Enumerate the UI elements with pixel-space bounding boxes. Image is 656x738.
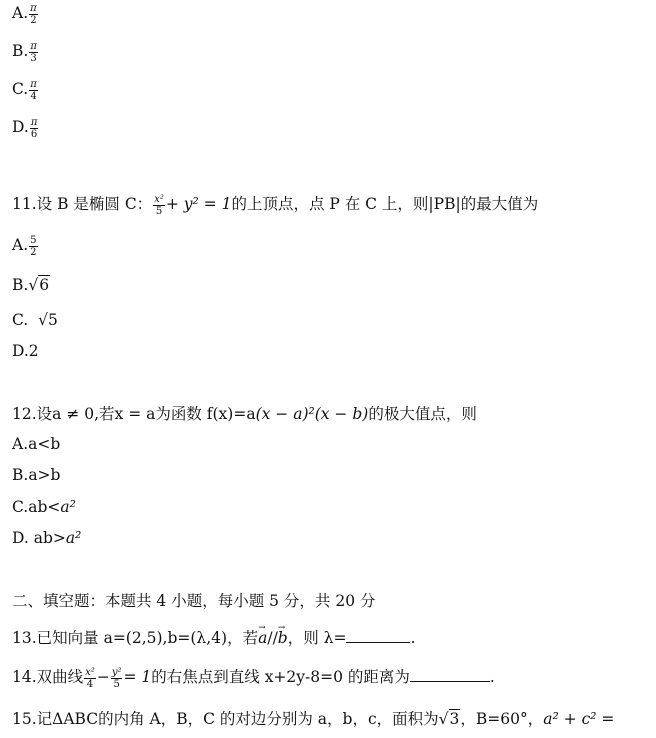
q11-option-a: A. $\frac{5}{2}$ bbox=[12, 234, 37, 258]
q12-option-a: A.a<b bbox=[12, 435, 61, 453]
answer-blank[interactable] bbox=[346, 628, 410, 643]
fraction: $\frac{\pi}{3}$ bbox=[30, 40, 37, 64]
q12-option-d: D. ab>a² bbox=[12, 529, 82, 547]
q14-stem: 14.双曲线 $\frac{\text{x²}}{4}$ − $\frac{\text{y²}}{5}$ = 1的右焦点到直线 x+2y-8=0 的距离为 . bbox=[12, 666, 495, 690]
q12-option-c: C.ab<a² bbox=[12, 498, 76, 516]
fraction: $\frac{\pi}{2}$ bbox=[30, 2, 37, 26]
q10-option-b: B. $\frac{\pi}{3}$ bbox=[12, 40, 37, 64]
ellipse-fraction: $\frac{\text{x²}}{5}$ bbox=[154, 193, 164, 217]
q10-option-c: C. $\frac{\pi}{4}$ bbox=[12, 78, 37, 102]
q13-stem: 13.已知向量 a=(2,5),b=(λ,4)，若a →//b →，则 λ= . bbox=[12, 627, 415, 649]
q12-stem: 12.设a ≠ 0,若x = a为函数 f(x)=a(x − a)²(x − b)的极大值点，则 bbox=[12, 405, 477, 423]
fraction: $\frac{\text{y²}}{5}$ bbox=[111, 666, 122, 690]
sqrt: √3 bbox=[438, 710, 460, 728]
fraction: $\frac{\pi}{6}$ bbox=[30, 116, 38, 140]
fraction: $\frac{5}{2}$ bbox=[30, 234, 37, 258]
vector-b: b → bbox=[278, 627, 288, 649]
q11-option-d: D.2 bbox=[12, 342, 39, 360]
q12-option-b: B.a>b bbox=[12, 466, 61, 484]
section-title: 二、填空题：本题共 4 小题，每小题 5 分，共 20 分 bbox=[12, 592, 376, 610]
q10-option-a: A. $\frac{\pi}{2}$ bbox=[12, 2, 37, 26]
fraction: $\frac{\pi}{4}$ bbox=[30, 78, 37, 102]
q11-option-c: C. √5 bbox=[12, 311, 58, 329]
q10-option-d: D. $\frac{\pi}{6}$ bbox=[12, 116, 38, 140]
sqrt: √5 bbox=[38, 311, 58, 329]
q15-stem: 15.记ΔABC的内角 A，B，C 的对边分别为 a，b，c，面积为√3，B=60°，a² + c² = bbox=[12, 710, 615, 728]
q11-stem: 11.设 B 是椭圆 C： $\frac{\text{x²}}{5}$ + y² = 1的上顶点，点 P 在 C 上，则|PB|的最大值为 bbox=[12, 193, 539, 217]
q11-option-b: B.√6 bbox=[12, 276, 50, 294]
fraction: $\frac{\text{x²}}{4}$ bbox=[85, 666, 95, 690]
sqrt: √6 bbox=[28, 276, 50, 294]
vector-a: a → bbox=[258, 627, 267, 649]
answer-blank[interactable] bbox=[410, 667, 490, 682]
